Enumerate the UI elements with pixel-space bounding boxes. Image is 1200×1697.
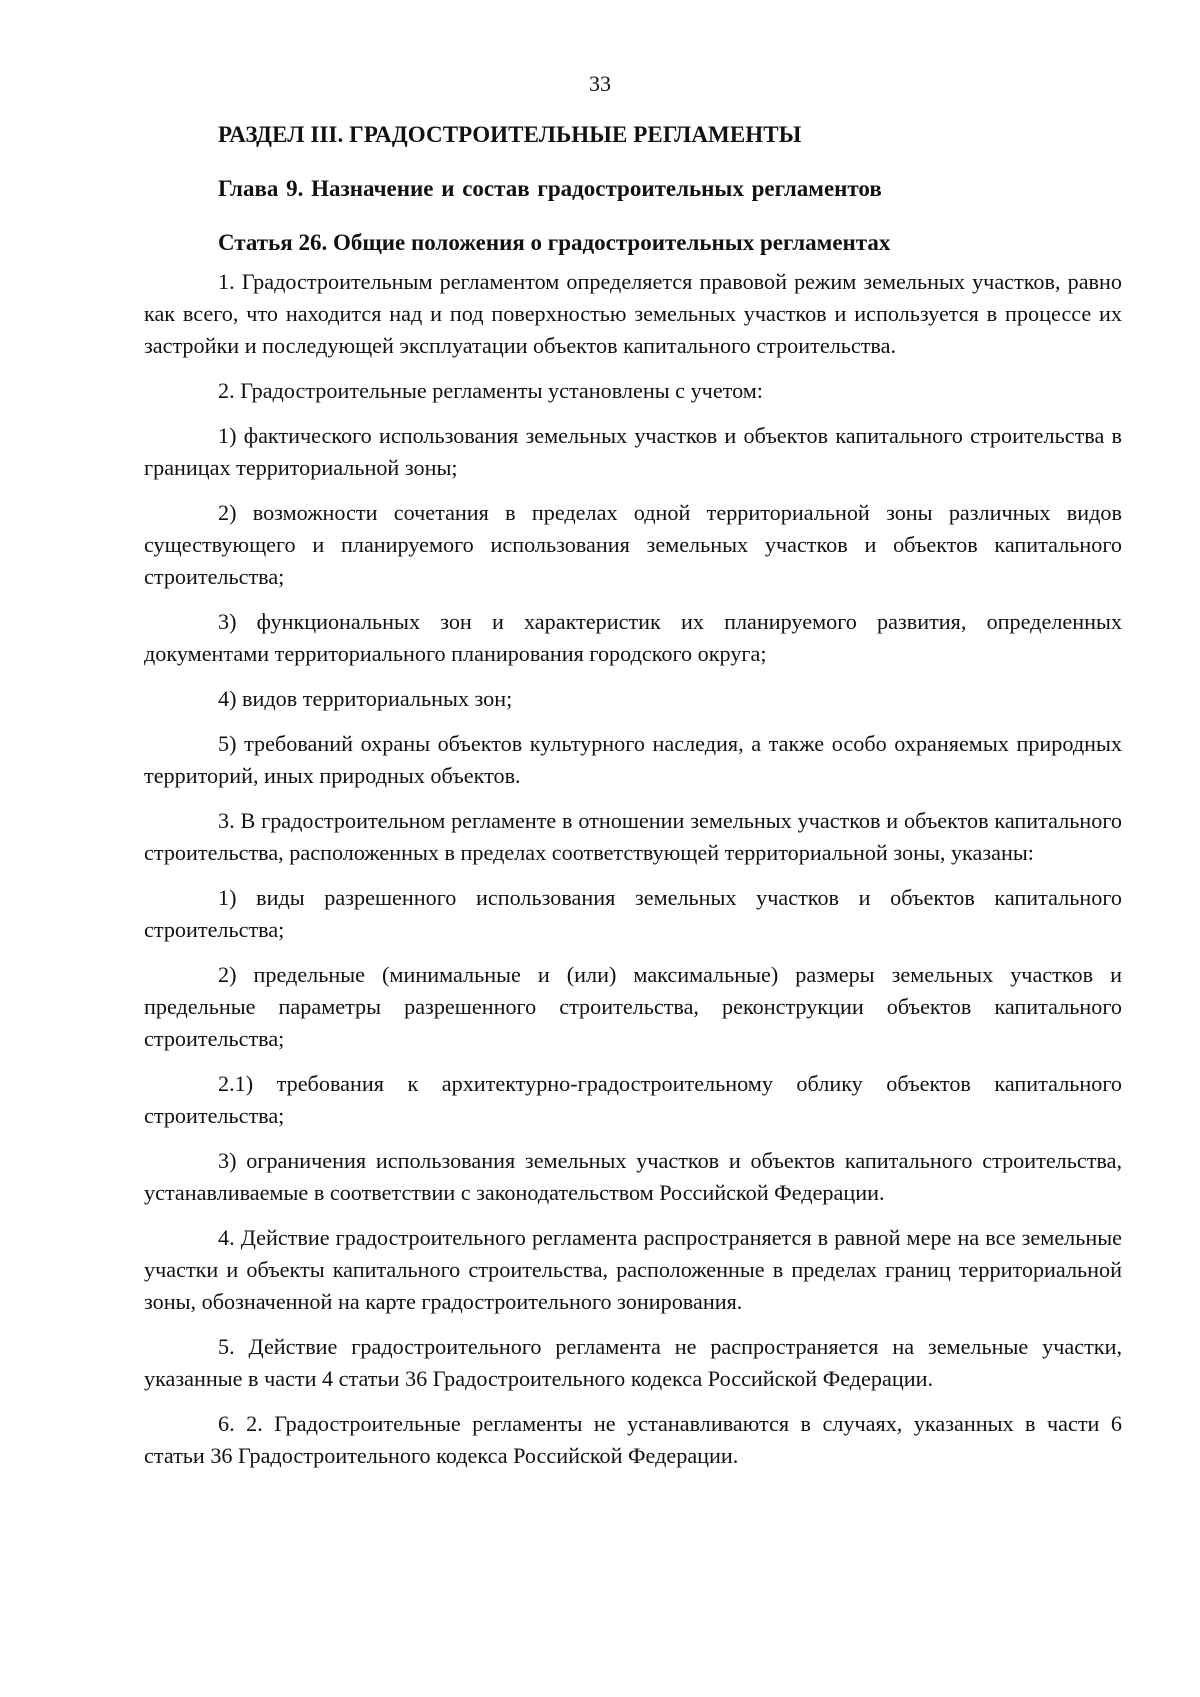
page-number: 33 — [589, 71, 611, 96]
document-body — [144, 120, 1122, 1485]
list-item: 2.1) требования к архитектурно-градостроительному облику объектов капитального строительства; — [144, 1071, 1122, 1128]
list-item: 4) видов территориальных зон; — [218, 686, 513, 711]
list-item: 3) функциональных зон и характеристик их планируемого развития, определенных документами территориального планирования городского округа; — [144, 609, 1122, 666]
paragraph: 4. Действие градостроительного регламента распространяется в равной мере на все земельные участки и объекты капитального строительства, расположенные в пределах границ территориальной зоны, обозначенной на карте градостроительного зонирования. — [144, 1225, 1122, 1314]
article-title: Статья 26. Общие положения о градостроительных регламентах — [218, 230, 891, 255]
chapter-title: Глава 9. Назначение и состав градостроительных регламентов — [218, 176, 882, 201]
list-item: 2) возможности сочетания в пределах одной территориальной зоны различных видов существующего и планируемого использования земельных участков и объектов капитального строительства; — [144, 500, 1122, 589]
list-item: 5) требований охраны объектов культурного наследия, а также особо охраняемых природных территорий, иных природных объектов. — [144, 731, 1122, 788]
list-item: 2) предельные (минимальные и (или) максимальные) размеры земельных участков и предельные параметры разрешенного строительства, реконструкции объектов капитального строительства; — [144, 962, 1122, 1051]
paragraph: 2. Градостроительные регламенты установлены с учетом: — [218, 378, 763, 403]
list-item: 1) фактического использования земельных участков и объектов капитального строительства в границах территориальной зоны; — [144, 423, 1122, 480]
paragraph: 5. Действие градостроительного регламента не распространяется на земельные участки, указанные в части 4 статьи 36 Градостроительного кодекса Российской Федерации. — [144, 1334, 1122, 1391]
section-title: РАЗДЕЛ III. ГРАДОСТРОИТЕЛЬНЫЕ РЕГЛАМЕНТЫ — [218, 122, 802, 147]
paragraph: 6. 2. Градостроительные регламенты не устанавливаются в случаях, указанных в части 6 статьи 36 Градостроительного кодекса Российской Федерации. — [144, 1411, 1122, 1468]
list-item: 1) виды разрешенного использования земельных участков и объектов капитального строительства; — [144, 885, 1122, 942]
paragraph: 1. Градостроительным регламентом определяется правовой режим земельных участков, равно как всего, что находится над и под поверхностью земельных участков и используется в процессе их застройки и последующей эксплуатации объектов капитального строительства. — [144, 269, 1122, 358]
paragraph: 3. В градостроительном регламенте в отношении земельных участков и объектов капитального строительства, расположенных в пределах соответствующей территориальной зоны, указаны: — [144, 808, 1122, 865]
list-item: 3) ограничения использования земельных участков и объектов капитального строительства, устанавливаемые в соответствии с законодательством Российской Федерации. — [144, 1148, 1122, 1205]
